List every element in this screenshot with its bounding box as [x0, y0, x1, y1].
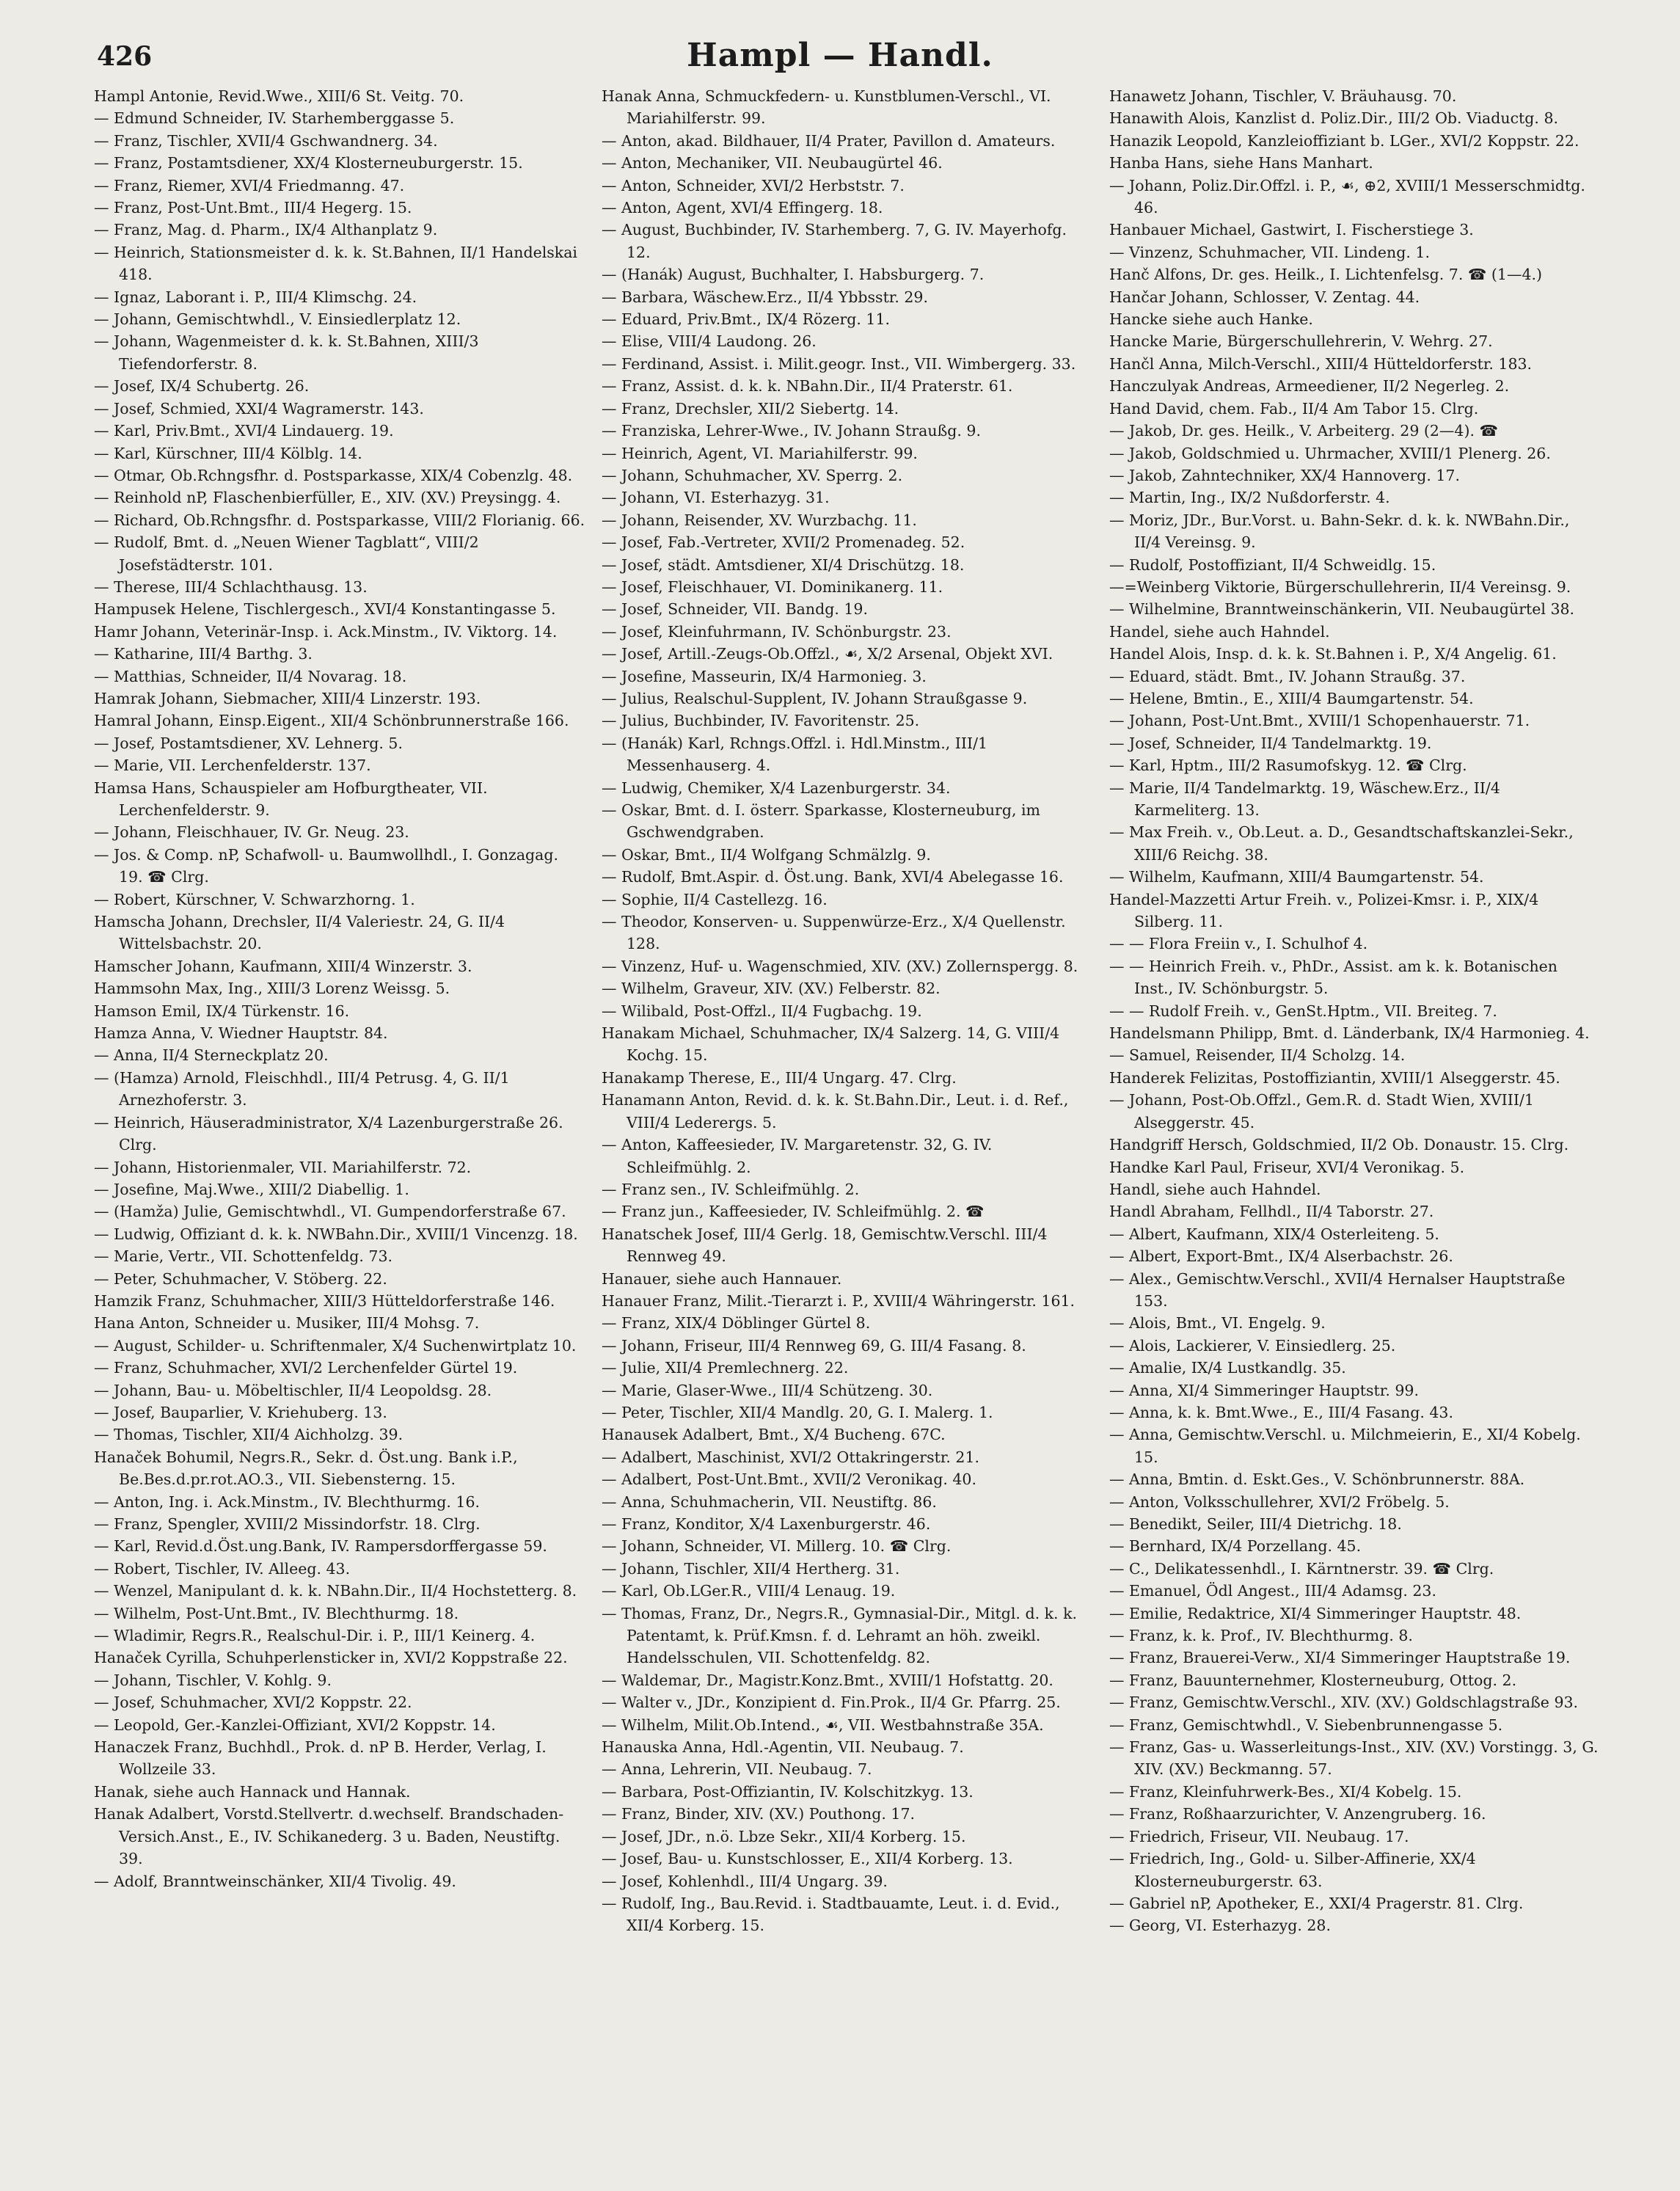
directory-entry: — Anna, Lehrerin, VII. Neubaug. 7. — [602, 1760, 872, 1779]
directory-entry: — — Flora Freiin v., I. Schulhof 4. — [1109, 935, 1368, 953]
directory-entry: — Albert, Export-Bmt., IX/4 Alserbachstr. 26. — [1109, 1247, 1453, 1266]
directory-entry: Hamzik Franz, Schuhmacher, XIII/3 Hütteldorferstraße 146. — [94, 1291, 555, 1310]
directory-entry: — Anton, akad. Bildhauer, II/4 Prater, Pavillon d. Amateurs. — [602, 131, 1056, 150]
directory-entry: — Katharine, III/4 Barthg. 3. — [94, 645, 313, 663]
directory-entry: — Martin, Ing., IX/2 Nußdorferstr. 4. — [1109, 489, 1390, 507]
directory-entry: — Alois, Bmt., VI. Engelg. 9. — [1109, 1314, 1326, 1333]
directory-entry: — Franziska, Lehrer-Wwe., IV. Johann Straußg. 9. — [602, 422, 981, 440]
directory-entry: — Thomas, Franz, Dr., Negrs.R., Gymnasial-Dir., Mitgl. d. k. k. Patentamt, k. Prüf.Kmsn. f. d. Lehramt an höh. zweikl. Handelsschulen, VII. Schottenfeldg. 82. — [602, 1604, 1078, 1667]
directory-entry: Handgriff Hersch, Goldschmied, II/2 Ob. Donaustr. 15. Clrg. — [1109, 1136, 1569, 1154]
directory-entry: — Jos. & Comp. nP, Schafwoll- u. Baumwollhdl., I. Gonzagag. 19. ☎ Clrg. — [94, 845, 559, 886]
directory-entry: — Samuel, Reisender, II/4 Scholzg. 14. — [1109, 1046, 1406, 1065]
directory-entry: — Josef, JDr., n.ö. Lbze Sekr., XII/4 Korberg. 15. — [602, 1827, 966, 1845]
directory-entry: — Johann, Tischler, V. Kohlg. 9. — [94, 1671, 332, 1689]
directory-entry: — Waldemar, Dr., Magistr.Konz.Bmt., XVIII/1 Hofstattg. 20. — [602, 1671, 1053, 1689]
directory-entry: — Josef, Schneider, II/4 Tandelmarktg. 19. — [1109, 734, 1432, 752]
directory-entry: — Josef, Schneider, VII. Bandg. 19. — [602, 600, 868, 619]
directory-entry: Hamscha Johann, Drechsler, II/4 Valeriestr. 24, G. II/4 Wittelsbachstr. 20. — [94, 913, 505, 953]
directory-entry: — Franz, Drechsler, XII/2 Siebertg. 14. — [602, 399, 899, 418]
directory-entry: — Johann, Reisender, XV. Wurzbachg. 11. — [602, 511, 917, 529]
directory-entry: — Johann, Poliz.Dir.Offzl. i. P., ☙, ⊕2, XVIII/1 Messerschmidtg. 46. — [1109, 176, 1585, 217]
directory-entry: Hanakam Michael, Schuhmacher, IX/4 Salzerg. 14, G. VIII/4 Kochg. 15. — [602, 1024, 1060, 1065]
directory-entry: — Therese, III/4 Schlachthausg. 13. — [94, 577, 368, 596]
directory-entry: — Amalie, IX/4 Lustkandlg. 35. — [1109, 1359, 1346, 1377]
directory-entry: — Peter, Schuhmacher, V. Stöberg. 22. — [94, 1269, 387, 1288]
directory-entry: — Marie, Vertr., VII. Schottenfeldg. 73. — [94, 1247, 393, 1266]
directory-entry: — Johann, Gemischtwhdl., V. Einsiedlerplatz 12. — [94, 310, 461, 329]
directory-entry: Handl, siehe auch Hahndel. — [1109, 1180, 1321, 1198]
column-1 — [94, 85, 585, 1892]
directory-entry: — Sophie, II/4 Castellezg. 16. — [602, 890, 828, 908]
directory-entry: — Barbara, Post-Offiziantin, IV. Kolschitzkyg. 13. — [602, 1782, 974, 1801]
directory-entry: — Wenzel, Manipulant d. k. k. NBahn.Dir., II/4 Hochstetterg. 8. — [94, 1582, 577, 1600]
directory-entry: — Karl, Kürschner, III/4 Kölblg. 14. — [94, 444, 362, 462]
directory-entry: — Josef, Schuhmacher, XVI/2 Koppstr. 22. — [94, 1694, 412, 1712]
directory-columns — [94, 85, 1605, 2154]
directory-entry: — Anton, Mechaniker, VII. Neubaugürtel 46. — [602, 154, 943, 172]
directory-entry: — Franz jun., Kaffeesieder, IV. Schleifmühlg. 2. ☎ — [602, 1203, 985, 1221]
directory-entry: — Johann, Post-Unt.Bmt., XVIII/1 Schopenhauerstr. 71. — [1109, 712, 1530, 730]
directory-entry: Hancke siehe auch Hanke. — [1109, 310, 1313, 329]
directory-entry: — Peter, Tischler, XII/4 Mandlg. 20, G. I. Malerg. 1. — [602, 1403, 993, 1421]
directory-entry: — Moriz, JDr., Bur.Vorst. u. Bahn-Sekr. d. k. k. NWBahn.Dir., II/4 Vereinsg. 9. — [1109, 511, 1570, 552]
directory-entry: — Anna, Gemischtw.Verschl. u. Milchmeierin, E., XI/4 Kobelg. 15. — [1109, 1426, 1581, 1466]
directory-entry: Hanak Adalbert, Vorstd.Stellvertr. d.wechself. Brandschaden-Versich.Anst., E., IV. Schikanederg. 3 u. Baden, Neustiftg. 39. — [94, 1805, 564, 1868]
directory-entry: — Benedikt, Seiler, III/4 Dietrichg. 18. — [1109, 1515, 1402, 1533]
directory-entry: — Franz, Riemer, XVI/4 Friedmanng. 47. — [94, 176, 405, 194]
directory-entry: — Anna, II/4 Sterneckplatz 20. — [94, 1046, 329, 1065]
directory-entry: Hanamann Anton, Revid. d. k. k. St.Bahn.Dir., Leut. i. d. Ref., VIII/4 Lederergs. 5. — [602, 1091, 1069, 1131]
directory-entry: — Marie, Glaser-Wwe., III/4 Schützeng. 30. — [602, 1381, 933, 1399]
directory-entry: Handke Karl Paul, Friseur, XVI/4 Veronikag. 5. — [1109, 1158, 1465, 1176]
directory-entry: — Johann, Bau- u. Möbeltischler, II/4 Leopoldsg. 28. — [94, 1381, 492, 1399]
directory-entry: — C., Delikatessenhdl., I. Kärntnerstr. 39. ☎ Clrg. — [1109, 1559, 1494, 1578]
directory-entry: — Franz, Brauerei-Verw., XI/4 Simmeringer Hauptstraße 19. — [1109, 1649, 1571, 1667]
directory-entry: — Anton, Schneider, XVI/2 Herbststr. 7. — [602, 176, 905, 194]
directory-entry: — Richard, Ob.Rchngsfhr. d. Postsparkasse, VIII/2 Florianig. 66. — [94, 511, 585, 529]
directory-entry: — Robert, Tischler, IV. Alleeg. 43. — [94, 1559, 351, 1578]
directory-entry: — Franz, XIX/4 Döblinger Gürtel 8. — [602, 1314, 871, 1333]
directory-entry: — Julius, Realschul-Supplent, IV. Johann Straußgasse 9. — [602, 689, 1028, 707]
directory-entry: — Josef, Bauparlier, V. Kriehuberg. 13. — [94, 1403, 387, 1421]
directory-entry: Hanaček Bohumil, Negrs.R., Sekr. d. Öst.ung. Bank i.P., Be.Bes.d.pr.rot.AO.3., VII. Siebensterng. 15. — [94, 1448, 518, 1489]
directory-entry: — Eduard, städt. Bmt., IV. Johann Straußg. 37. — [1109, 667, 1466, 685]
directory-entry: — Franz, Spengler, XVIII/2 Missindorfstr. 18. Clrg. — [94, 1515, 481, 1533]
directory-entry: — Johann, Historienmaler, VII. Mariahilferstr. 72. — [94, 1158, 472, 1176]
directory-entry: — Heinrich, Stationsmeister d. k. k. St.Bahnen, II/1 Handelskai 418. — [94, 243, 577, 284]
directory-entry: — Albert, Kaufmann, XIX/4 Osterleiteng. 5. — [1109, 1225, 1439, 1243]
directory-entry: — Alex., Gemischtw.Verschl., XVII/4 Hernalser Hauptstraße 153. — [1109, 1269, 1566, 1310]
directory-entry: — Jakob, Zahntechniker, XX/4 Hannoverg. 17. — [1109, 466, 1460, 484]
directory-entry: — Johann, Wagenmeister d. k. k. St.Bahnen, XIII/3 Tiefendorferstr. 8. — [94, 332, 479, 373]
directory-entry: — Josef, Fleischhauer, VI. Dominikanerg. 11. — [602, 577, 943, 596]
directory-entry: — August, Buchbinder, IV. Starhemberg. 7, G. IV. Mayerhofg. 12. — [602, 221, 1067, 261]
directory-entry: — Josef, Postamtsdiener, XV. Lehnerg. 5. — [94, 734, 403, 752]
directory-entry: — Edmund Schneider, IV. Starhemberggasse 5. — [94, 109, 455, 128]
directory-entry: — (Hamza) Arnold, Fleischhdl., III/4 Petrusg. 4, G. II/1 Arnezhoferstr. 3. — [94, 1068, 510, 1109]
directory-entry: Handelsmann Philipp, Bmt. d. Länderbank, IX/4 Harmonieg. 4. — [1109, 1024, 1590, 1043]
directory-entry: — Anton, Agent, XVI/4 Effingerg. 18. — [602, 199, 883, 217]
directory-entry: — Jakob, Goldschmied u. Uhrmacher, XVIII/1 Plenerg. 26. — [1109, 444, 1551, 462]
directory-entry: — Karl, Priv.Bmt., XVI/4 Lindauerg. 19. — [94, 422, 394, 440]
directory-entry: — Friedrich, Ing., Gold- u. Silber-Affinerie, XX/4 Klosterneuburgerstr. 63. — [1109, 1850, 1476, 1890]
directory-entry: — Ludwig, Offiziant d. k. k. NWBahn.Dir., XVIII/1 Vincenzg. 18. — [94, 1225, 578, 1243]
directory-entry: — Anton, Volksschullehrer, XVI/2 Fröbelg. 5. — [1109, 1492, 1450, 1511]
directory-entry: Hanauer, siehe auch Hannauer. — [602, 1269, 842, 1288]
directory-entry: — Franz, Gas- u. Wasserleitungs-Inst., XIV. (XV.) Vorstingg. 3, G. XIV. (XV.) Beckmanng. 57. — [1109, 1738, 1599, 1779]
directory-entry: — (Hamža) Julie, Gemischtwhdl., VI. Gumpendorferstraße 67. — [94, 1203, 566, 1221]
directory-entry: — Josefine, Maj.Wwe., XIII/2 Diabellig. 1. — [94, 1180, 409, 1198]
directory-entry: — Wladimir, Regrs.R., Realschul-Dir. i. P., III/1 Keinerg. 4. — [94, 1627, 536, 1645]
directory-entry: — Leopold, Ger.-Kanzlei-Offiziant, XVI/2 Koppstr. 14. — [94, 1716, 496, 1734]
directory-entry: Hanč Alfons, Dr. ges. Heilk., I. Lichtenfelsg. 7. ☎ (1—4.) — [1109, 266, 1542, 284]
directory-entry: — Karl, Hptm., III/2 Rasumofskyg. 12. ☎ Clrg. — [1109, 757, 1467, 775]
directory-entry: — Heinrich, Agent, VI. Mariahilferstr. 99. — [602, 444, 918, 462]
directory-entry: Handel-Mazzetti Artur Freih. v., Polizei-Kmsr. i. P., XIX/4 Silberg. 11. — [1109, 890, 1539, 931]
directory-entry: Hamscher Johann, Kaufmann, XIII/4 Winzerstr. 3. — [94, 957, 472, 975]
directory-entry: Hanausek Adalbert, Bmt., X/4 Bucheng. 67C. — [602, 1426, 946, 1444]
directory-entry: — Heinrich, Häuseradministrator, X/4 Lazenburgerstraße 26. Clrg. — [94, 1113, 563, 1154]
directory-entry: Hammsohn Max, Ing., XIII/3 Lorenz Weissg. 5. — [94, 980, 450, 998]
directory-entry: — Wilhelm, Milit.Ob.Intend., ☙, VII. Westbahnstraße 35A. — [602, 1716, 1044, 1734]
directory-entry: Handl Abraham, Fellhdl., II/4 Taborstr. 27. — [1109, 1203, 1434, 1221]
directory-entry: — Franz, k. k. Prof., IV. Blechthurmg. 8. — [1109, 1627, 1413, 1645]
directory-entry: — Johann, Schuhmacher, XV. Sperrg. 2. — [602, 466, 903, 484]
directory-entry: Hamr Johann, Veterinär-Insp. i. Ack.Minstm., IV. Viktorg. 14. — [94, 622, 558, 641]
directory-entry: — Johann, Friseur, III/4 Rennweg 69, G. III/4 Fasang. 8. — [602, 1336, 1026, 1355]
directory-entry: — Bernhard, IX/4 Porzellang. 45. — [1109, 1537, 1362, 1556]
directory-entry: Hancke Marie, Bürgerschullehrerin, V. Wehrg. 27. — [1109, 332, 1493, 351]
directory-entry: — Oskar, Bmt., II/4 Wolfgang Schmälzlg. 9. — [602, 845, 931, 864]
directory-entry: — Josef, städt. Amtsdiener, XI/4 Drischützg. 18. — [602, 555, 965, 574]
directory-entry: Hamson Emil, IX/4 Türkenstr. 16. — [94, 1002, 350, 1020]
directory-entry: — Franz, Konditor, X/4 Laxenburgerstr. 46. — [602, 1515, 931, 1533]
directory-entry: — Alois, Lackierer, V. Einsiedlerg. 25. — [1109, 1336, 1396, 1355]
directory-entry: — Adolf, Branntweinschänker, XII/4 Tivolig. 49. — [94, 1872, 456, 1890]
directory-entry: Hanak, siehe auch Hannack und Hannak. — [94, 1782, 411, 1801]
directory-entry: — August, Schilder- u. Schriftenmaler, X/4 Suchenwirtplatz 10. — [94, 1336, 577, 1355]
directory-entry: — Ludwig, Chemiker, X/4 Lazenburgerstr. 34. — [602, 779, 951, 797]
directory-entry: — Vinzenz, Huf- u. Wagenschmied, XIV. (XV.) Zollernspergg. 8. — [602, 957, 1078, 975]
directory-entry: — Rudolf, Postoffiziant, II/4 Schweidlg. 15. — [1109, 555, 1436, 574]
directory-entry: Hana Anton, Schneider u. Musiker, III/4 Mohsg. 7. — [94, 1314, 480, 1333]
directory-entry: Hamral Johann, Einsp.Eigent., XII/4 Schönbrunnerstraße 166. — [94, 712, 569, 730]
directory-entry: — Rudolf, Bmt. d. „Neuen Wiener Tagblatt“, VIII/2 Josefstädterstr. 101. — [94, 533, 479, 574]
directory-entry: Hanazik Leopold, Kanzleioffiziant b. LGer., XVI/2 Koppstr. 22. — [1109, 131, 1579, 150]
directory-entry: — Franz, Binder, XIV. (XV.) Pouthong. 17. — [602, 1805, 915, 1823]
directory-entry: — Helene, Bmtin., E., XIII/4 Baumgartenstr. 54. — [1109, 689, 1474, 707]
directory-entry: Hanaček Cyrilla, Schuhperlensticker in, XVI/2 Koppstraße 22. — [94, 1649, 568, 1667]
directory-entry: Hanauer Franz, Milit.-Tierarzt i. P., XVIII/4 Währingerstr. 161. — [602, 1291, 1075, 1310]
directory-entry: — Johann, Fleischhauer, IV. Gr. Neug. 23. — [94, 823, 409, 842]
directory-entry: Hančar Johann, Schlosser, V. Zentag. 44. — [1109, 288, 1420, 306]
directory-entry: — Anna, k. k. Bmt.Wwe., E., III/4 Fasang. 43. — [1109, 1403, 1453, 1421]
directory-entry: — Karl, Revid.d.Öst.ung.Bank, IV. Rampersdorffergasse 59. — [94, 1537, 547, 1556]
directory-entry: — Emilie, Redaktrice, XI/4 Simmeringer Hauptstr. 48. — [1109, 1604, 1522, 1622]
directory-entry: — Franz, Assist. d. k. k. NBahn.Dir., II/4 Praterstr. 61. — [602, 377, 1013, 395]
directory-entry: — Josef, Bau- u. Kunstschlosser, E., XII/4 Korberg. 13. — [602, 1850, 1013, 1868]
directory-entry: — Franz, Postamtsdiener, XX/4 Klosterneuburgerstr. 15. — [94, 154, 523, 172]
directory-entry: — Theodor, Konserven- u. Suppenwürze-Erz., X/4 Quellenstr. 128. — [602, 913, 1066, 953]
directory-entry: — Adalbert, Maschinist, XVI/2 Ottakringerstr. 21. — [602, 1448, 980, 1466]
directory-entry: — Anna, Bmtin. d. Eskt.Ges., V. Schönbrunnerstr. 88A. — [1109, 1470, 1525, 1489]
directory-entry: — Marie, VII. Lerchenfelderstr. 137. — [94, 757, 371, 775]
page-number: 426 — [97, 41, 153, 72]
directory-entry: — Franz sen., IV. Schleifmühlg. 2. — [602, 1180, 860, 1198]
running-head: Hampl — Handl. — [687, 37, 993, 74]
directory-entry: — Franz, Mag. d. Pharm., IX/4 Althanplatz 9. — [94, 221, 438, 239]
directory-entry: — Johann, Post-Ob.Offzl., Gem.R. d. Stadt Wien, XVIII/1 Alseggerstr. 45. — [1109, 1091, 1534, 1131]
directory-entry: Hamsa Hans, Schauspieler am Hofburgtheater, VII. Lerchenfelderstr. 9. — [94, 779, 488, 819]
directory-entry: Hanauska Anna, Hdl.-Agentin, VII. Neubaug. 7. — [602, 1738, 964, 1757]
directory-entry: — Franz, Roßhaarzurichter, V. Anzengruberg. 16. — [1109, 1805, 1486, 1823]
directory-entry: — Rudolf, Bmt.Aspir. d. Öst.ung. Bank, XVI/4 Abelegasse 16. — [602, 868, 1064, 886]
directory-entry: — Franz, Kleinfuhrwerk-Bes., XI/4 Kobelg. 15. — [1109, 1782, 1462, 1801]
directory-entry: — Wilibald, Post-Offzl., II/4 Fugbachg. 19. — [602, 1002, 922, 1020]
directory-entry: — Rudolf, Ing., Bau.Revid. i. Stadtbauamte, Leut. i. d. Evid., XII/4 Korberg. 15. — [602, 1894, 1060, 1935]
directory-entry: — Ferdinand, Assist. i. Milit.geogr. Inst., VII. Wimbergerg. 33. — [602, 354, 1076, 373]
directory-entry: — Josef, Artill.-Zeugs-Ob.Offzl., ☙, X/2 Arsenal, Objekt XVI. — [602, 645, 1053, 663]
directory-entry: — Wilhelm, Kaufmann, XIII/4 Baumgartenstr. 54. — [1109, 868, 1484, 886]
directory-entry: — Max Freih. v., Ob.Leut. a. D., Gesandtschaftskanzlei-Sekr., XIII/6 Reichg. 38. — [1109, 823, 1574, 864]
directory-entry: — Josef, Fab.-Vertreter, XVII/2 Promenadeg. 52. — [602, 533, 965, 552]
directory-entry: — Adalbert, Post-Unt.Bmt., XVII/2 Veronikag. 40. — [602, 1470, 976, 1489]
directory-entry: — Jakob, Dr. ges. Heilk., V. Arbeiterg. 29 (2—4). ☎ — [1109, 422, 1499, 440]
directory-entry: — Otmar, Ob.Rchngsfhr. d. Postsparkasse, XIX/4 Cobenzlg. 48. — [94, 466, 573, 484]
directory-entry: Hanaczek Franz, Buchhdl., Prok. d. nP B. Herder, Verlag, I. Wollzeile 33. — [94, 1738, 547, 1779]
directory-entry: — Julius, Buchbinder, IV. Favoritenstr. 25. — [602, 712, 920, 730]
directory-entry: Hančl Anna, Milch-Verschl., XIII/4 Hütteldorferstr. 183. — [1109, 354, 1533, 373]
directory-entry: — Franz, Post-Unt.Bmt., III/4 Hegerg. 15. — [94, 199, 412, 217]
directory-entry: — — Heinrich Freih. v., PhDr., Assist. am k. k. Botanischen Inst., IV. Schönburgstr. 5. — [1109, 957, 1557, 998]
directory-entry: — Julie, XII/4 Premlechnerg. 22. — [602, 1359, 849, 1377]
directory-entry: Handerek Felizitas, Postoffiziantin, XVIII/1 Alseggerstr. 45. — [1109, 1068, 1560, 1087]
directory-entry: Hamrak Johann, Siebmacher, XIII/4 Linzerstr. 193. — [94, 689, 481, 707]
directory-entry: — Franz, Tischler, XVII/4 Gschwandnerg. 34. — [94, 131, 438, 150]
directory-entry: Hanba Hans, siehe Hans Manhart. — [1109, 154, 1373, 172]
directory-entry: — Franz, Schuhmacher, XVI/2 Lerchenfelder Gürtel 19. — [94, 1359, 518, 1377]
directory-entry: Hand David, chem. Fab., II/4 Am Tabor 15. Clrg. — [1109, 399, 1479, 418]
directory-entry: — Gabriel nP, Apotheker, E., XXI/4 Pragerstr. 81. Clrg. — [1109, 1894, 1524, 1912]
directory-entry: — Josefine, Masseurin, IX/4 Harmonieg. 3. — [602, 667, 927, 685]
directory-entry: Handel, siehe auch Hahndel. — [1109, 622, 1330, 641]
directory-entry: — Reinhold nP, Flaschenbierfüller, E., XIV. (XV.) Preysingg. 4. — [94, 489, 561, 507]
directory-entry: — Franz, Bauunternehmer, Klosterneuburg, Ottog. 2. — [1109, 1671, 1517, 1689]
directory-entry: — (Hanák) August, Buchhalter, I. Habsburgerg. 7. — [602, 266, 985, 284]
directory-entry: — Franz, Gemischtwhdl., V. Siebenbrunnengasse 5. — [1109, 1716, 1503, 1734]
directory-entry: — Barbara, Wäschew.Erz., II/4 Ybbsstr. 29. — [602, 288, 928, 306]
directory-entry: —=Weinberg Viktorie, Bürgerschullehrerin, II/4 Vereinsg. 9. — [1109, 577, 1571, 596]
directory-entry: — Johann, Schneider, VI. Millerg. 10. ☎ Clrg. — [602, 1537, 952, 1556]
directory-entry: — Friedrich, Friseur, VII. Neubaug. 17. — [1109, 1827, 1409, 1845]
directory-entry: — Josef, IX/4 Schubertg. 26. — [94, 377, 310, 395]
directory-entry: — Wilhelmine, Branntweinschänkerin, VII. Neubaugürtel 38. — [1109, 600, 1575, 619]
directory-entry: Hampl Antonie, Revid.Wwe., XIII/6 St. Veitg. 70. — [94, 87, 464, 105]
directory-entry: — Anton, Kaffeesieder, IV. Margaretenstr. 32, G. IV. Schleifmühlg. 2. — [602, 1136, 993, 1176]
column-2 — [602, 85, 1093, 1937]
directory-entry: Hanawith Alois, Kanzlist d. Poliz.Dir., III/2 Ob. Viaductg. 8. — [1109, 109, 1559, 128]
directory-entry: — Marie, II/4 Tandelmarktg. 19, Wäschew.Erz., II/4 Karmeliterg. 13. — [1109, 779, 1500, 819]
directory-entry: — — Rudolf Freih. v., GenSt.Hptm., VII. Breiteg. 7. — [1109, 1002, 1497, 1020]
directory-entry: — Josef, Kleinfuhrmann, IV. Schönburgstr. 23. — [602, 622, 952, 641]
directory-entry: — Matthias, Schneider, II/4 Novarag. 18. — [94, 667, 407, 685]
directory-entry: Hanak Anna, Schmuckfedern- u. Kunstblumen-Verschl., VI. Mariahilferstr. 99. — [602, 87, 1051, 128]
directory-entry: — Ignaz, Laborant i. P., III/4 Klimschg. 24. — [94, 288, 417, 306]
directory-entry: — Vinzenz, Schuhmacher, VII. Lindeng. 1. — [1109, 243, 1430, 261]
directory-entry: — Josef, Schmied, XXI/4 Wagramerstr. 143. — [94, 399, 424, 418]
directory-entry: — Eduard, Priv.Bmt., IX/4 Rözerg. 11. — [602, 310, 891, 329]
directory-entry: Hamza Anna, V. Wiedner Hauptstr. 84. — [94, 1024, 388, 1043]
directory-entry: — Elise, VIII/4 Laudong. 26. — [602, 332, 817, 351]
directory-entry: — (Hanák) Karl, Rchngs.Offzl. i. Hdl.Minstm., III/1 Messenhauserg. 4. — [602, 734, 988, 775]
directory-entry: Handel Alois, Insp. d. k. k. St.Bahnen i. P., X/4 Angelig. 61. — [1109, 645, 1557, 663]
directory-entry: — Oskar, Bmt. d. I. österr. Sparkasse, Klosterneuburg, im Gschwendgraben. — [602, 801, 1040, 842]
directory-entry: — Thomas, Tischler, XII/4 Aichholzg. 39. — [94, 1426, 403, 1444]
directory-entry: — Anna, Schuhmacherin, VII. Neustiftg. 86. — [602, 1492, 937, 1511]
directory-entry: — Emanuel, Ödl Angest., III/4 Adamsg. 23. — [1109, 1582, 1436, 1600]
directory-entry: — Karl, Ob.LGer.R., VIII/4 Lenaug. 19. — [602, 1582, 896, 1600]
directory-entry: — Wilhelm, Graveur, XIV. (XV.) Felberstr. 82. — [602, 980, 941, 998]
directory-entry: — Walter v., JDr., Konzipient d. Fin.Prok., II/4 Gr. Pfarrg. 25. — [602, 1694, 1061, 1712]
directory-entry: Hanakamp Therese, E., III/4 Ungarg. 47. Clrg. — [602, 1068, 957, 1087]
directory-entry: Hanbauer Michael, Gastwirt, I. Fischerstiege 3. — [1109, 221, 1474, 239]
directory-entry: — Josef, Kohlenhdl., III/4 Ungarg. 39. — [602, 1872, 888, 1890]
directory-entry: Hanawetz Johann, Tischler, V. Bräuhausg. 70. — [1109, 87, 1457, 105]
directory-entry: — Franz, Gemischtw.Verschl., XIV. (XV.) Goldschlagstraße 93. — [1109, 1694, 1579, 1712]
directory-entry: — Johann, VI. Esterhazyg. 31. — [602, 489, 830, 507]
directory-entry: Hanatschek Josef, III/4 Gerlg. 18, Gemischtw.Verschl. III/4 Rennweg 49. — [602, 1225, 1048, 1266]
column-3 — [1109, 85, 1601, 1937]
directory-entry: — Robert, Kürschner, V. Schwarzhorng. 1. — [94, 890, 415, 908]
directory-entry: — Anna, XI/4 Simmeringer Hauptstr. 99. — [1109, 1381, 1419, 1399]
directory-entry: — Johann, Tischler, XII/4 Hertherg. 31. — [602, 1559, 900, 1578]
directory-entry: — Wilhelm, Post-Unt.Bmt., IV. Blechthurmg. 18. — [94, 1604, 459, 1622]
directory-entry: — Georg, VI. Esterhazyg. 28. — [1109, 1917, 1331, 1935]
directory-entry: Hanczulyak Andreas, Armeediener, II/2 Negerleg. 2. — [1109, 377, 1510, 395]
directory-entry: — Anton, Ing. i. Ack.Minstm., IV. Blechthurmg. 16. — [94, 1492, 481, 1511]
directory-entry: Hampusek Helene, Tischlergesch., XVI/4 Konstantingasse 5. — [94, 600, 556, 619]
